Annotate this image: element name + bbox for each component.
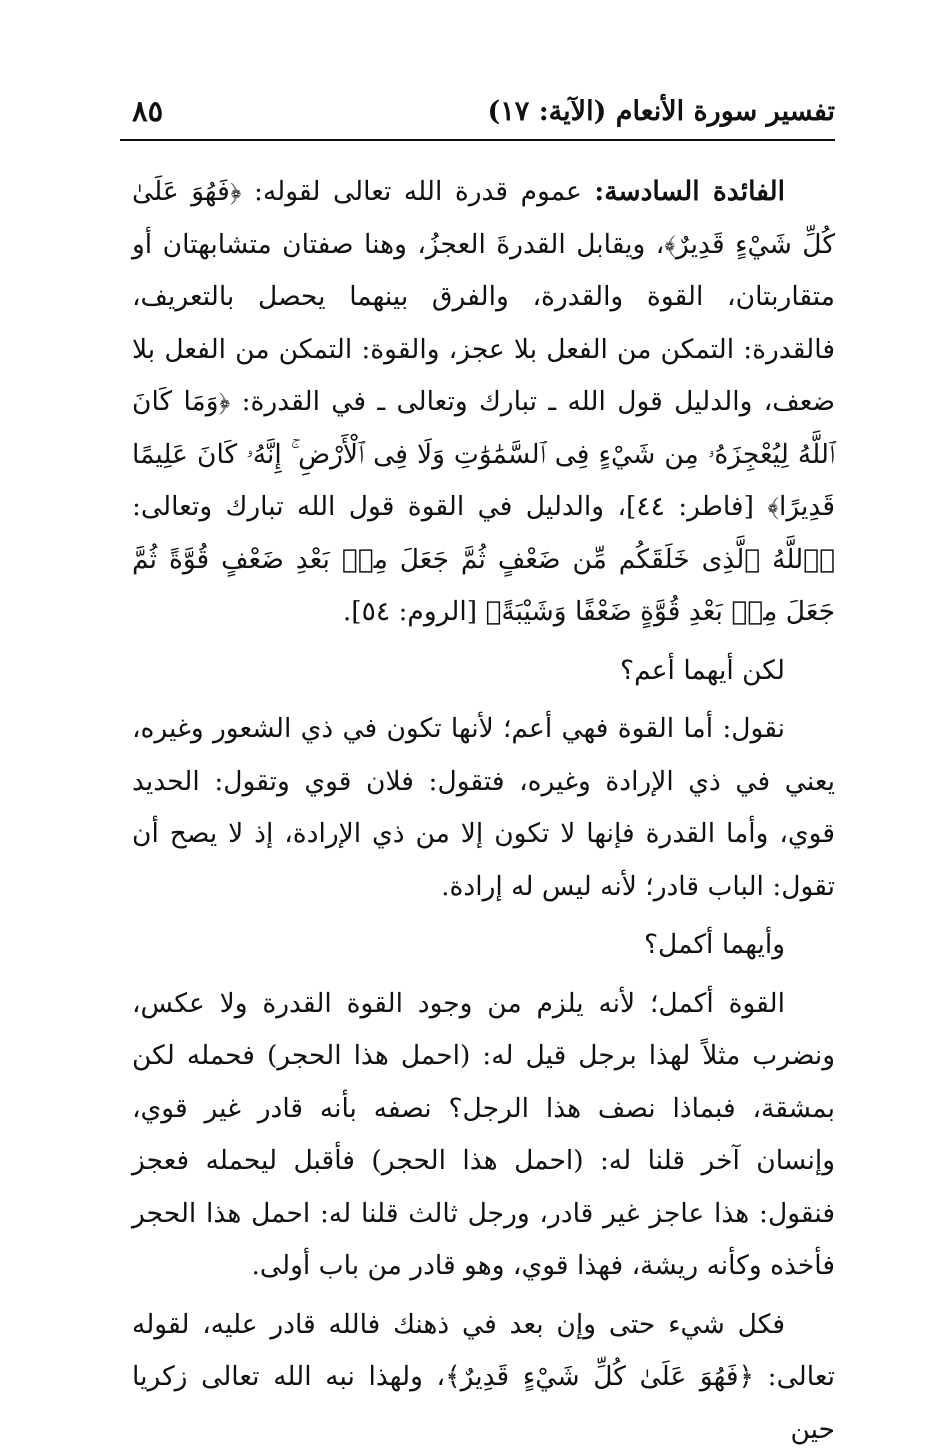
page-body: [132, 166, 835, 1456]
page-header: [120, 92, 835, 136]
paragraph-sixth-benefit: [132, 166, 835, 639]
paragraph-lead: الفائدة السادسة:: [594, 176, 785, 207]
paragraph-question-perfect: [132, 919, 835, 972]
paragraph-question-general: [132, 645, 835, 698]
paragraph-text: نقول: أما القوة فهي أعم؛ لأنها تكون في ذي الشعور وغيره، يعني في ذي الإرادة وغيره، فتقول: فلان قوي وتقول: الحديد قوي، وأما القدرة فإنها لا تكون إلا من ذي الإرادة، إذ لا يصح أن تقول: الباب قادر؛ لأنه ليس له إرادة.: [132, 713, 835, 902]
paragraph-text: فكل شيء حتى وإن بعد في ذهنك فالله قادر عليه، لقوله تعالى: ﴿فَهُوَ عَلَىٰ كُلِّ شَيْءٍ قَدِيرٌ﴾، ولهذا نبه الله تعالى زكريا حين: [132, 1309, 835, 1445]
running-title: تفسير سورة الأنعام (الآية: ١٧): [488, 96, 835, 127]
paragraph-conclusion: [132, 1299, 835, 1456]
paragraph-text: وأيهما أكمل؟: [644, 929, 785, 960]
header-divider: [120, 139, 835, 141]
page-number: ٨٥: [132, 94, 163, 128]
paragraph-answer-general: [132, 703, 835, 913]
paragraph-text: عموم قدرة الله تعالى لقوله: ﴿فَهُوَ عَلَىٰ كُلِّ شَيْءٍ قَدِيرٌ﴾، ويقابل القدرةَ العجزُ، وهنا صفتان متشابهتان أو متقاربتان، القوة والقدرة، والفرق بينهما يحصل بالتعريف، فالقدرة: التمكن من الفعل بلا عجز، والقوة: التمكن من الفعل بلا ضعف، والدليل قول الله ـ تبارك وتعالى ـ في القدرة: ﴿وَمَا كَانَ ٱللَّهُ لِيُعْجِزَهُۥ مِن شَيْءٍ فِى ٱلسَّمَٰوَٰتِ وَلَا فِى ٱلْأَرْضِ ۚ إِنَّهُۥ كَانَ عَلِيمًا قَدِيرًا﴾ [فاطر: ٤٤]، والدليل في القوة قول الله تبارك وتعالى: ﴿ٱللَّهُ ٱلَّذِى خَلَقَكُم مِّن ضَعْفٍ ثُمَّ جَعَلَ مِنۢ بَعْدِ ضَعْفٍ قُوَّةً ثُمَّ جَعَلَ مِنۢ بَعْدِ قُوَّةٍ ضَعْفًا وَشَيْبَةً﴾ [الروم: ٥٤].: [132, 176, 835, 627]
paragraph-answer-perfect: [132, 978, 835, 1293]
paragraph-text: القوة أكمل؛ لأنه يلزم من وجود القوة القدرة ولا عكس، ونضرب مثلاً لهذا برجل قيل له: (احمل هذا الحجر) فحمله لكن بمشقة، فبماذا نصف هذا الرجل؟ نصفه بأنه قادر غير قوي، وإنسان آخر قلنا له: (احمل هذا الحجر) فأقبل ليحمله فعجز فنقول: هذا عاجز غير قادر، ورجل ثالث قلنا له: احمل هذا الحجر فأخذه وكأنه ريشة، فهذا قوي، وهو قادر من باب أولى.: [132, 988, 835, 1282]
paragraph-text: لكن أيهما أعم؟: [620, 655, 785, 686]
